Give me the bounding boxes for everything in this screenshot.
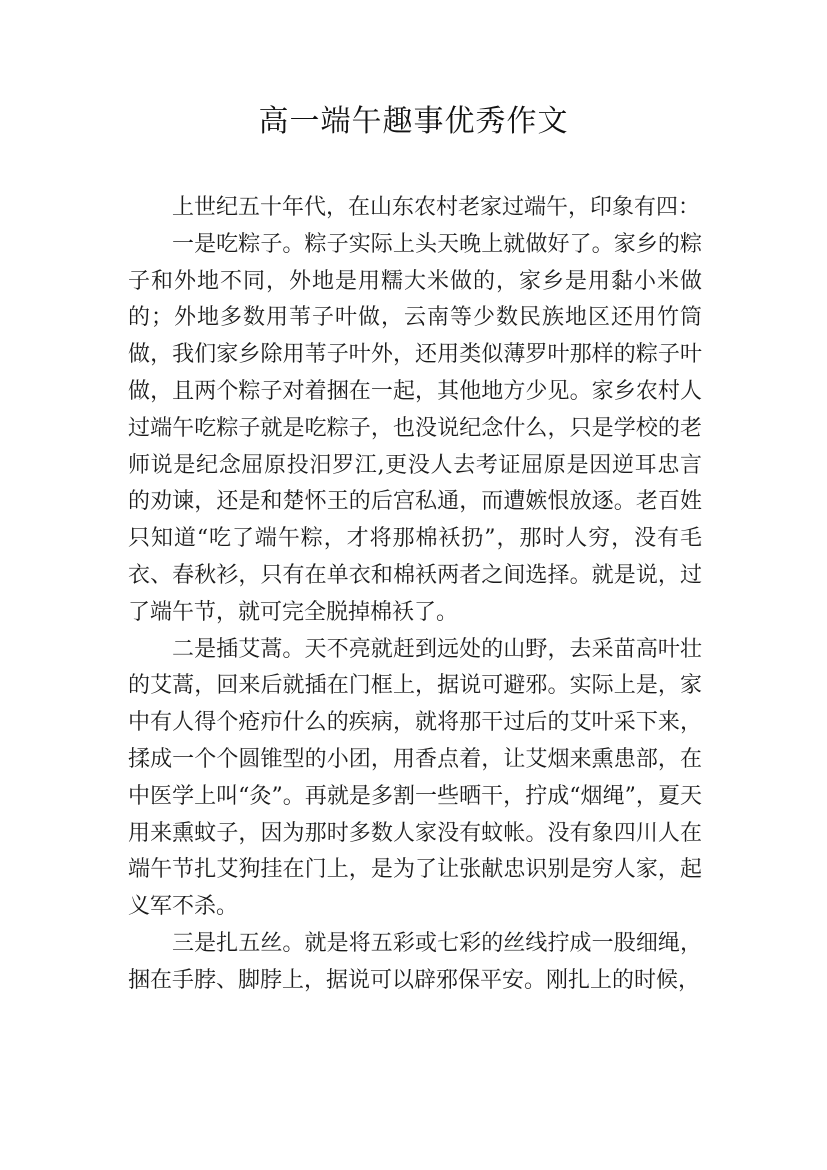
document-body: [128, 190, 702, 1000]
paragraph-wusi: 三是扎五丝。就是将五彩或七彩的丝线拧成一股细绳，捆在手脖、脚脖上，据说可以辟邪保平安。刚扎上的时候，: [128, 930, 702, 993]
paragraph-zongzi: 一是吃粽子。粽子实际上头天晚上就做好了。家乡的粽子和外地不同，外地是用糯大米做的，家乡是用黏小米做的；外地多数用苇子叶做，云南等少数民族地区还用竹筒做，我们家乡除用苇子叶外，还用类似薄罗叶那样的粽子叶做，且两个粽子对着捆在一起，其他地方少见。家乡农村人过端午吃粽子就是吃粽子，也没说纪念什么，只是学校的老师说是纪念屈原投汨罗江,更没人去考证屈原是因逆耳忠言的劝谏，还是和楚怀王的后宫私通，而遭嫉恨放逐。老百姓只知道“吃了端午粽，才将那棉袄扔”，那时人穷，没有毛衣、春秋衫，只有在单衣和棉袄两者之间选择。就是说，过了端午节，就可完全脱掉棉袄了。: [128, 231, 702, 625]
document-title: 高一端午趣事优秀作文: [258, 104, 569, 139]
paragraph-aihao: 二是插艾蒿。天不亮就赶到远处的山野，去采苗高叶壮的艾蒿，回来后就插在门框上，据说可避邪。实际上是，家中有人得个疮疖什么的疾病，就将那干过后的艾叶采下来，揉成一个个圆锥型的小团，用香点着，让艾烟来熏患部，在中医学上叫“灸”。再就是多割一些晒干，拧成“烟绳”，夏天用来熏蚊子，因为那时多数人家没有蚊帐。没有象四川人在端午节扎艾狗挂在门上，是为了让张献忠识别是穷人家，起义军不杀。: [128, 636, 702, 920]
paragraph-intro: 上世纪五十年代，在山东农村老家过端午，印象有四：: [172, 195, 701, 220]
